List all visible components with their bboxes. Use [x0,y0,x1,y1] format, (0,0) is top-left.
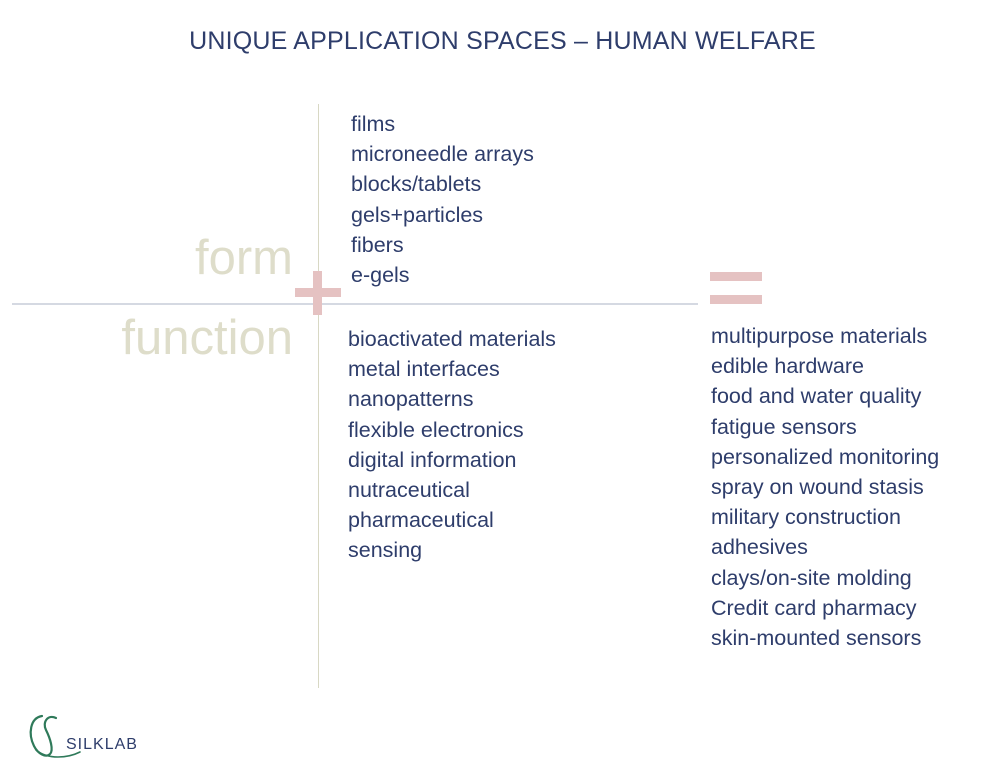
forms-list [351,109,534,290]
result-item: spray on wound stasis [711,474,924,499]
result-item: adhesives [711,535,808,560]
form-item: blocks/tablets [351,172,482,197]
result-item: personalized monitoring [711,444,940,469]
result-item: clays/on-site molding [711,565,912,590]
result-item: Credit card pharmacy [711,595,917,620]
horizontal-divider [12,303,698,305]
function-item: sensing [348,538,423,563]
function-item: metal interfaces [348,357,500,382]
function-item: nanopatterns [348,387,474,412]
result-item: food and water quality [711,384,922,409]
functions-list [348,324,556,566]
plus-sign [295,271,341,315]
slide-title: UNIQUE APPLICATION SPACES – HUMAN WELFARE [189,27,816,55]
form-item: microneedle arrays [351,142,534,167]
result-item: fatigue sensors [711,414,857,439]
form-item: gels+particles [351,202,484,227]
function-item: nutraceutical [348,477,470,502]
result-item: edible hardware [711,354,864,379]
form-item: e-gels [351,262,410,287]
results-list [711,321,939,653]
function-item: bioactivated materials [348,327,556,351]
function-label: function [121,311,293,365]
logo-text: SILKLAB [66,736,138,753]
function-item: pharmaceutical [348,508,494,533]
form-item: films [351,112,396,136]
result-item: multipurpose materials [711,324,928,348]
result-item: military construction [711,505,901,530]
function-item: digital information [348,447,517,472]
equals-sign [710,272,762,306]
silklab-logo [28,710,148,762]
function-item: flexible electronics [348,417,524,442]
form-item: fibers [351,232,404,257]
result-item: skin-mounted sensors [711,625,922,650]
form-label: form [195,231,293,285]
vertical-divider [318,104,319,688]
